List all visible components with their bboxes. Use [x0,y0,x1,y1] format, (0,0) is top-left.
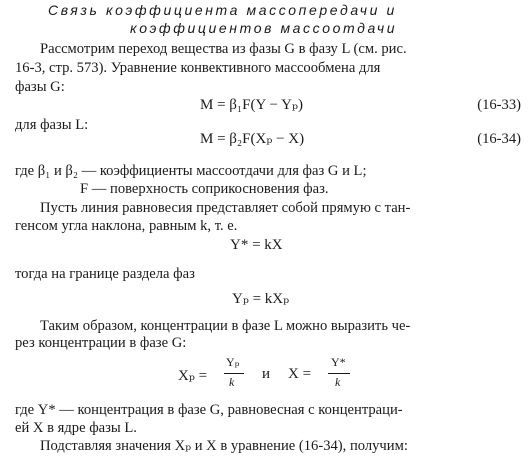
paragraph-1-line-1: Рассмотрим переход вещества из фазы G в фазу L (см. рис. [40,41,407,57]
equation-xp-numerator: Yₚ [226,355,240,369]
paragraph-1-line-2: 16-3, стр. 573). Уравнение конвективного массообмена для [15,60,381,76]
where-line-2: F — поверхность соприкосновения фаз. [80,181,329,197]
equation-equilibrium-line: Y* = kX [230,237,283,253]
equation-and: и [262,366,271,382]
equation-16-34: M = β₂F(Xₚ − X) [200,131,305,147]
phase-l-label: для фазы L: [15,117,89,133]
equation-x-lhs: X = [288,366,312,382]
paragraph-2-line-2: генсом угла наклона, равным k, т. е. [15,218,238,234]
paragraph-4-line-1: Таким образом, концентрации в фазе L можно выразить че- [40,318,411,334]
paragraph-2-line-1: Пусть линия равновесия представляет собой прямую с тан- [40,200,411,216]
paragraph-5-line-2: ей X в ядре фазы L. [15,420,137,436]
equation-x-fraction-bar [328,373,350,374]
equation-xp-fraction-bar [224,373,244,374]
paragraph-4-line-2: рез концентрации в фазе G: [15,335,187,351]
equation-x-numerator: Y* [331,355,346,369]
equation-xp-denominator: k [229,375,235,389]
equation-number-16-33: (16-33) [477,97,521,113]
paragraph-5-line-1: где Y* — концентрация в фазе G, равновесная с концентраци- [15,402,403,418]
section-title-line-2: коэффициентов массоотдачи [130,20,398,36]
paragraph-6-line-1: Подставляя значения Xₚ и X в уравнение (16-34), получим: [40,438,408,454]
section-title-line-1: Связь коэффициента массопередачи и [48,2,397,18]
equation-xp-lhs: Xₚ = [178,368,208,384]
paragraph-3-line-1: тогда на границе раздела фаз [15,266,195,282]
equation-x-denominator: k [335,375,341,389]
where-line-1: где β₁ и β₂ — коэффициенты массоотдачи для фаз G и L; [15,163,367,179]
equation-number-16-34: (16-34) [477,131,521,147]
equation-interface: Yₚ = kXₚ [232,291,290,307]
equation-16-33: M = β₁F(Y − Yₚ) [200,97,304,113]
paragraph-1-line-3: фазы G: [15,79,65,95]
